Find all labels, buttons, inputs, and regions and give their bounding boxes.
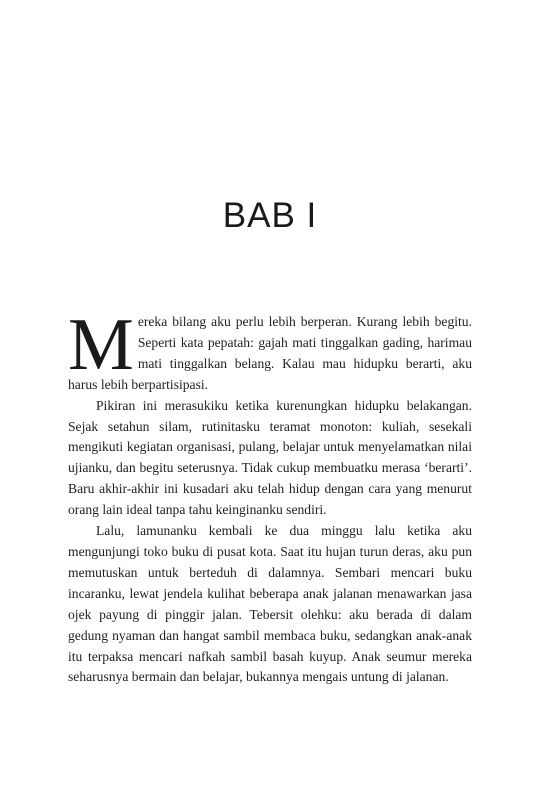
drop-cap: M: [68, 304, 134, 386]
paragraph-1-text: ereka bilang aku perlu lebih berperan. Kurang lebih begitu. Seperti kata pepatah: gajah mati tinggalkan gading, harimau mati tinggalkan belang. Kalau mau hidupku berarti, aku harus lebih berpartisipasi.: [68, 314, 472, 392]
paragraph-3: Lalu, lamunanku kembali ke dua minggu lalu ketika aku mengunjungi toko buku di pusat kota. Saat itu hujan turun deras, aku pun memutuskan untuk berteduh di dalamnya. Sembari mencari buku incaranku, lewat jendela kulihat beberapa anak jalanan menawarkan jasa ojek payung di pinggir jalan. Tebersit olehku: aku berada di dalam gedung nyaman dan hangat sambil membaca buku, sedangkan anak-anak itu terpaksa mencari nafkah sambil basah kuyup. Anak seumur mereka seharusnya bermain dan belajar, bukannya mengais untung di jalanan.: [68, 523, 472, 685]
chapter-title: BAB I: [222, 196, 318, 235]
paragraph-2: Pikiran ini merasukiku ketika kurenungkan hidupku belakangan. Sejak setahun silam, rutinitasku teramat monoton: kuliah, sesekali mengikuti kegiatan organisasi, pulang, belajar untuk menyelamatkan nilai ujianku, dan begitu seterusnya. Tidak cukup membuatku merasa ‘berarti’. Baru akhir-akhir ini kusadari aku telah hidup dengan cara yang menurut orang lain ideal tanpa tahu keinginanku sendiri.: [68, 397, 472, 518]
chapter-body: [68, 304, 472, 688]
paragraph-1: [68, 304, 472, 396]
